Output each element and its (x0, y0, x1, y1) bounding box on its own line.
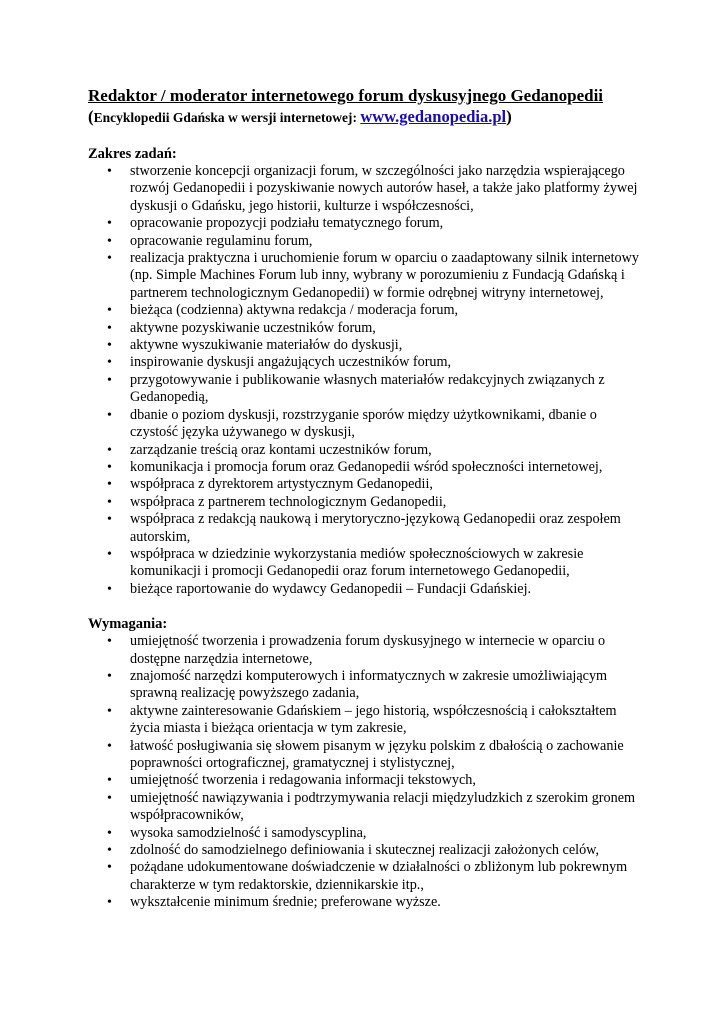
requirement-list-item (88, 633, 648, 668)
requirement-list-item (88, 859, 648, 894)
requirement-item-text: wysoka samodzielność i samodyscyplina, (130, 824, 367, 841)
document-subtitle (88, 106, 648, 129)
tasks-heading: Zakres zadań: (88, 146, 177, 162)
task-list-item (88, 442, 648, 459)
task-list-item (88, 494, 648, 511)
task-list-item (88, 320, 648, 337)
bullet-icon: • (107, 442, 112, 458)
bullet-icon: • (107, 512, 112, 528)
task-item-text: realizacja praktyczna i uruchomienie forum w oparciu o zaadaptowany silnik internetowy (np. Simple Machines Forum lub inny, wybrany w porozumieniu z Fundacją Gdańską i partnerem technologicznym Gedanopedii) w formie odrębnej witryny internetowej, (130, 250, 639, 301)
task-list-item (88, 476, 648, 493)
task-item-text: zarządzanie treścią oraz kontami uczestników forum, (130, 441, 432, 458)
bullet-icon: • (107, 773, 112, 789)
bullet-icon: • (107, 825, 112, 841)
task-list-item (88, 337, 648, 354)
requirement-list-item (88, 894, 648, 911)
bullet-icon: • (107, 738, 112, 754)
bullet-icon: • (107, 459, 112, 475)
subtitle-close-paren: ) (506, 107, 512, 126)
requirement-item-text: umiejętność nawiązywania i podtrzymywania relacji międzyludzkich z szerokim gronem współpracowników, (130, 789, 636, 824)
task-list-item (88, 372, 648, 407)
bullet-icon: • (107, 668, 112, 684)
requirement-list-item (88, 772, 648, 789)
requirement-item-text: znajomość narzędzi komputerowych i informatycznych w zakresie umożliwiającym sprawną realizację powyższego zadania, (130, 667, 608, 702)
requirement-item-text: pożądane udokumentowane doświadczenie w działalności o zbliżonym lub pokrewnym charakterze w tym redaktorskie, dziennikarskie itp., (130, 859, 628, 893)
task-list-item (88, 581, 648, 598)
subtitle-colon: : (352, 110, 361, 125)
task-item-text: opracowanie propozycji podziału tematycznego forum, (130, 215, 444, 232)
bullet-icon: • (107, 581, 112, 597)
document-page (88, 86, 648, 912)
bullet-icon: • (107, 303, 112, 319)
requirement-list-item (88, 668, 648, 703)
tasks-list (88, 163, 648, 598)
task-list-item (88, 407, 648, 442)
task-list-item (88, 459, 648, 476)
task-item-text: inspirowanie dyskusji angażujących uczestników forum, (130, 354, 452, 371)
task-item-text: opracowanie regulaminu forum, (130, 232, 313, 249)
bullet-icon: • (107, 320, 112, 336)
task-item-text: stworzenie koncepcji organizacji forum, w szczególności jako narzędzia wspierającego rozwój Gedanopedii i pozyskiwanie nowych autorów haseł, a także jako platformy żywej dyskusji o Gdańsku, jego historii, kulturze i współczesności, (130, 163, 638, 214)
task-list-item (88, 163, 648, 215)
requirement-list-item (88, 703, 648, 738)
task-item-text: współpraca w dziedzinie wykorzystania mediów społecznościowych w zakresie komunikacji i promocji Gedanopedii oraz forum internetowego Gedanopedii, (130, 545, 584, 580)
task-list-item (88, 302, 648, 319)
bullet-icon: • (107, 251, 112, 267)
bullet-icon: • (107, 407, 112, 423)
requirement-item-text: wykształcenie minimum średnie; preferowane wyższe. (130, 894, 441, 911)
requirement-list-item (88, 842, 648, 859)
task-item-text: bieżące raportowanie do wydawcy Gedanopedii – Fundacji Gdańskiej. (130, 580, 532, 597)
requirement-list-item (88, 790, 648, 825)
bullet-icon: • (107, 372, 112, 388)
requirements-heading: Wymagania: (88, 616, 168, 633)
bullet-icon: • (107, 703, 112, 719)
task-list-item (88, 354, 648, 371)
bullet-icon: • (107, 233, 112, 249)
bullet-icon: • (107, 477, 112, 493)
bullet-icon: • (107, 634, 112, 650)
task-item-text: dbanie o poziom dyskusji, rozstrzyganie sporów między użytkownikami, dbanie o czystość języka używanego w dyskusji, (130, 406, 597, 441)
gedanopedia-link[interactable]: www.gedanopedia.pl (360, 107, 507, 126)
subtitle-open-paren: ( (88, 107, 94, 126)
bullet-icon: • (107, 790, 112, 806)
task-item-text: aktywne wyszukiwanie materiałów do dyskusji, (130, 337, 403, 354)
requirement-item-text: aktywne zainteresowanie Gdańskiem – jego historią, współczesnością i całokształtem życia miasta i bieżąca orientacja w tym zakresie, (130, 702, 617, 737)
bullet-icon: • (107, 895, 112, 911)
task-item-text: współpraca z partnerem technologicznym Gedanopedii, (130, 493, 447, 510)
document-title: Redaktor / moderator internetowego forum dyskusyjnego Gedanopedii (88, 86, 604, 105)
section-gap (88, 598, 648, 615)
subtitle-text: Encyklopedii Gdańska w wersji internetowej (93, 110, 353, 125)
bullet-icon: • (107, 355, 112, 371)
requirements-list (88, 633, 648, 912)
task-item-text: współpraca z redakcją naukową i merytoryczno-językową Gedanopedii oraz zespołem autorskim, (130, 511, 621, 545)
bullet-icon: • (107, 843, 112, 859)
task-item-text: współpraca z dyrektorem artystycznym Gedanopedii, (130, 476, 433, 493)
task-item-text: komunikacja i promocja forum oraz Gedanopedii wśród społeczności internetowej, (130, 458, 603, 475)
requirement-item-text: umiejętność tworzenia i prowadzenia forum dyskusyjnego w internecie w oparciu o dostępne narzędzia internetowe, (130, 633, 606, 667)
task-list-item (88, 250, 648, 302)
bullet-icon: • (107, 546, 112, 562)
task-item-text: aktywne pozyskiwanie uczestników forum, (130, 319, 376, 336)
requirement-list-item (88, 738, 648, 773)
requirement-item-text: umiejętność tworzenia i redagowania informacji tekstowych, (130, 772, 476, 789)
task-item-text: bieżąca (codzienna) aktywna redakcja / moderacja forum, (130, 302, 459, 319)
bullet-icon: • (107, 338, 112, 354)
task-list-item (88, 215, 648, 232)
bullet-icon: • (107, 164, 112, 179)
bullet-icon: • (107, 216, 112, 232)
bullet-icon: • (107, 860, 112, 876)
task-item-text: przygotowywanie i publikowanie własnych materiałów redakcyjnych związanych z Gedanopedią, (130, 371, 605, 406)
requirement-item-text: zdolność do samodzielnego definiowania i skutecznej realizacji założonych celów, (130, 842, 600, 859)
requirement-item-text: łatwość posługiwania się słowem pisanym w języku polskim z dbałością o zachowanie poprawności ortograficznej, gramatycznej i stylistycznej, (130, 737, 624, 771)
task-list-item (88, 546, 648, 581)
bullet-icon: • (107, 494, 112, 510)
requirement-list-item (88, 825, 648, 842)
task-list-item (88, 511, 648, 546)
task-list-item (88, 233, 648, 250)
